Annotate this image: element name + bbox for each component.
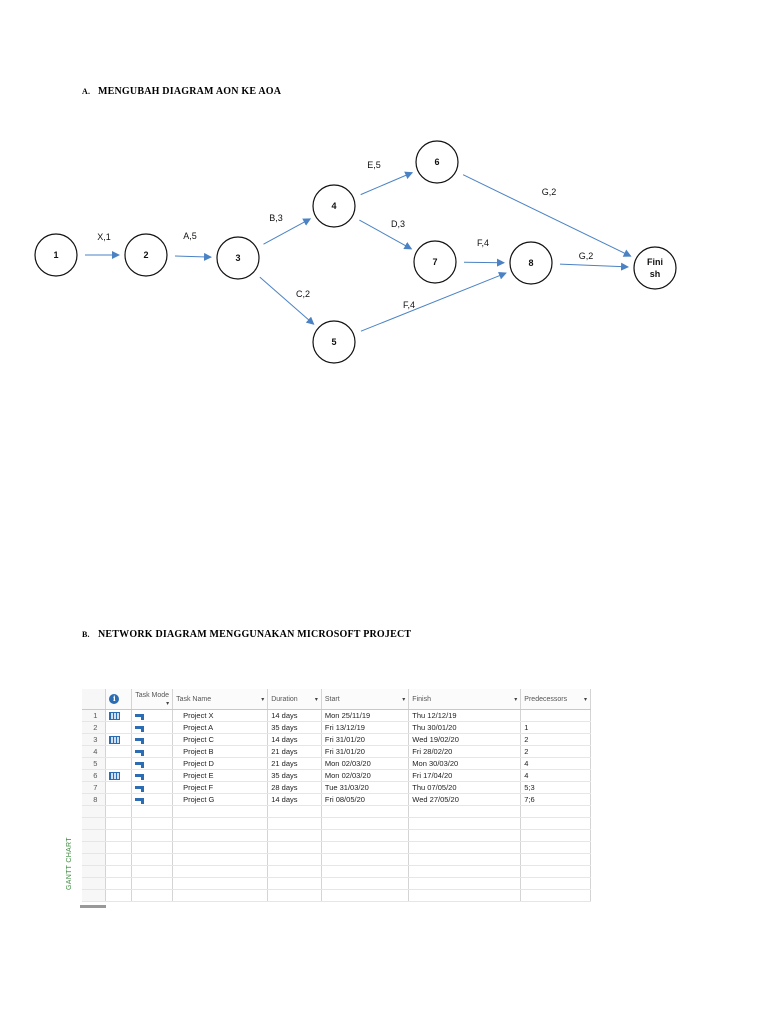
- gantt-chart-view-label[interactable]: GANTT CHART: [66, 837, 73, 891]
- view-bar-indicator: [80, 905, 106, 908]
- indicator-cell[interactable]: [106, 830, 132, 842]
- duration-cell[interactable]: 35 days: [268, 770, 322, 782]
- calendar-icon[interactable]: [109, 736, 120, 744]
- start-cell[interactable]: Mon 02/03/20: [321, 758, 408, 770]
- node-5: [313, 321, 355, 363]
- edge-4-6: [361, 173, 413, 195]
- table-row[interactable]: [82, 734, 591, 746]
- task-name-cell[interactable]: Project G: [173, 794, 268, 806]
- chevron-down-icon[interactable]: ▾: [583, 696, 587, 703]
- finish-cell[interactable]: Thu 30/01/20: [409, 722, 521, 734]
- task-name-cell[interactable]: [173, 866, 268, 878]
- node-label-finish: sh: [649, 269, 661, 279]
- row-number[interactable]: 6: [82, 770, 106, 782]
- table-row[interactable]: [82, 722, 591, 734]
- table-row[interactable]: [82, 758, 591, 770]
- task-name-cell[interactable]: Project X: [173, 710, 268, 722]
- start-cell[interactable]: Fri 13/12/19: [321, 722, 408, 734]
- node-label-2: 2: [143, 250, 149, 260]
- duration-cell[interactable]: [268, 890, 322, 902]
- row-number[interactable]: [82, 842, 106, 854]
- column-header-indicators[interactable]: [106, 689, 132, 710]
- duration-cell[interactable]: [268, 854, 322, 866]
- predecessors-cell[interactable]: [521, 818, 591, 830]
- node-6: [416, 141, 458, 183]
- column-header-finish[interactable]: [409, 689, 521, 710]
- auto-scheduled-task-icon: [135, 797, 145, 804]
- node-label-8: 8: [528, 258, 534, 268]
- indicator-cell[interactable]: [106, 878, 132, 890]
- start-cell[interactable]: Fri 08/05/20: [321, 794, 408, 806]
- row-number[interactable]: 2: [82, 722, 106, 734]
- task-name-label: Task Name: [176, 695, 212, 703]
- node-7: [414, 241, 456, 283]
- finish-cell[interactable]: [409, 878, 521, 890]
- indicator-cell[interactable]: [106, 746, 132, 758]
- table-row[interactable]: [82, 746, 591, 758]
- section-a-letter: A.: [82, 87, 91, 96]
- predecessors-cell[interactable]: [521, 866, 591, 878]
- start-cell[interactable]: [321, 818, 408, 830]
- indicator-cell[interactable]: [106, 722, 132, 734]
- finish-cell[interactable]: [409, 806, 521, 818]
- row-number[interactable]: [82, 830, 106, 842]
- task-name-cell[interactable]: [173, 818, 268, 830]
- indicator-cell[interactable]: [106, 866, 132, 878]
- empty-row[interactable]: [82, 830, 591, 842]
- duration-cell[interactable]: [268, 866, 322, 878]
- empty-row[interactable]: [82, 818, 591, 830]
- select-all-corner[interactable]: [82, 689, 106, 710]
- edge-label-2-3: A,5: [183, 231, 197, 241]
- chevron-down-icon[interactable]: ▾: [402, 696, 406, 703]
- empty-row[interactable]: [82, 878, 591, 890]
- task-mode-cell[interactable]: [132, 782, 173, 794]
- task-mode-cell[interactable]: [132, 710, 173, 722]
- start-cell[interactable]: Mon 02/03/20: [321, 770, 408, 782]
- edge-2-3: [175, 256, 211, 257]
- task-name-cell[interactable]: Project F: [173, 782, 268, 794]
- edge-label-5-8: F,4: [402, 300, 416, 310]
- indicator-cell[interactable]: [106, 794, 132, 806]
- empty-row[interactable]: [82, 866, 591, 878]
- section-a-title: MENGUBAH DIAGRAM AON KE AOA: [98, 86, 282, 97]
- predecessors-cell[interactable]: [521, 806, 591, 818]
- edge-label-6-finish: G,2: [541, 187, 557, 197]
- calendar-icon[interactable]: [109, 772, 120, 780]
- predecessors-cell[interactable]: [521, 710, 591, 722]
- node-label-4: 4: [331, 201, 337, 211]
- duration-cell[interactable]: 35 days: [268, 722, 322, 734]
- edge-3-5: [260, 277, 314, 324]
- auto-scheduled-task-icon: [135, 713, 145, 720]
- task-grid: [82, 689, 591, 902]
- indicator-cell[interactable]: [106, 710, 132, 722]
- predecessors-cell[interactable]: [521, 842, 591, 854]
- task-mode-cell[interactable]: [132, 830, 173, 842]
- row-number[interactable]: [82, 878, 106, 890]
- row-number[interactable]: [82, 866, 106, 878]
- duration-cell[interactable]: [268, 830, 322, 842]
- row-number[interactable]: [82, 890, 106, 902]
- task-name-cell[interactable]: [173, 878, 268, 890]
- predecessors-cell[interactable]: 4: [521, 770, 591, 782]
- finish-cell[interactable]: Wed 19/02/20: [409, 734, 521, 746]
- task-mode-cell[interactable]: [132, 806, 173, 818]
- node-finish: [634, 247, 676, 289]
- task-name-cell[interactable]: [173, 806, 268, 818]
- chevron-down-icon[interactable]: ▾: [261, 696, 265, 703]
- indicator-cell[interactable]: [106, 758, 132, 770]
- start-cell[interactable]: Mon 25/11/19: [321, 710, 408, 722]
- predecessors-cell[interactable]: 1: [521, 722, 591, 734]
- edge-label-3-5: C,2: [295, 289, 311, 299]
- chevron-down-icon[interactable]: ▾: [514, 696, 518, 703]
- section-b-letter: B.: [82, 630, 90, 639]
- start-cell[interactable]: [321, 866, 408, 878]
- finish-cell[interactable]: [409, 890, 521, 902]
- auto-scheduled-task-icon: [135, 737, 145, 744]
- indicator-cell[interactable]: [106, 890, 132, 902]
- node-label-3: 3: [235, 253, 241, 263]
- task-name-cell[interactable]: [173, 890, 268, 902]
- node-label-6: 6: [434, 157, 440, 167]
- node-label-finish: Fini: [647, 257, 663, 267]
- node-4: [313, 185, 355, 227]
- edge-8-finish: [560, 264, 628, 267]
- task-name-cell[interactable]: Project B: [173, 746, 268, 758]
- finish-cell[interactable]: [409, 842, 521, 854]
- duration-cell[interactable]: 14 days: [268, 794, 322, 806]
- column-header-start[interactable]: [321, 689, 408, 710]
- table-row[interactable]: [82, 782, 591, 794]
- column-header-duration[interactable]: [268, 689, 322, 710]
- edge-label-4-7: D,3: [390, 219, 406, 229]
- task-mode-cell[interactable]: [132, 758, 173, 770]
- task-mode-cell[interactable]: [132, 818, 173, 830]
- finish-cell[interactable]: Wed 27/05/20: [409, 794, 521, 806]
- predecessors-label: Predecessors: [524, 695, 568, 703]
- predecessors-cell[interactable]: [521, 890, 591, 902]
- indicator-cell[interactable]: [106, 806, 132, 818]
- start-cell[interactable]: Fri 31/01/20: [321, 746, 408, 758]
- start-cell[interactable]: Fri 31/01/20: [321, 734, 408, 746]
- task-name-cell[interactable]: Project A: [173, 722, 268, 734]
- auto-scheduled-task-icon: [135, 761, 145, 768]
- start-cell[interactable]: [321, 854, 408, 866]
- row-number[interactable]: 1: [82, 710, 106, 722]
- predecessors-cell[interactable]: 2: [521, 734, 591, 746]
- chevron-down-icon[interactable]: ▾: [314, 696, 318, 703]
- row-number[interactable]: 5: [82, 758, 106, 770]
- empty-row[interactable]: [82, 854, 591, 866]
- finish-cell[interactable]: Fri 17/04/20: [409, 770, 521, 782]
- task-mode-cell[interactable]: [132, 854, 173, 866]
- node-1: [35, 234, 77, 276]
- finish-label: Finish: [412, 695, 431, 703]
- aoa-network-diagram: [0, 120, 768, 380]
- duration-label: Duration: [271, 695, 298, 703]
- task-mode-cell[interactable]: [132, 722, 173, 734]
- section-b-heading: [82, 629, 411, 640]
- predecessors-cell[interactable]: [521, 854, 591, 866]
- info-icon: i: [109, 694, 119, 704]
- start-cell[interactable]: [321, 890, 408, 902]
- table-row[interactable]: [82, 710, 591, 722]
- start-label: Start: [324, 695, 340, 703]
- start-cell[interactable]: [321, 842, 408, 854]
- indicator-cell[interactable]: [106, 818, 132, 830]
- node-circle-finish: [634, 247, 676, 289]
- node-label-7: 7: [432, 257, 438, 267]
- empty-row[interactable]: [82, 842, 591, 854]
- edge-label-7-8: F,4: [476, 238, 490, 248]
- section-a-heading: [82, 86, 281, 97]
- duration-cell[interactable]: 28 days: [268, 782, 322, 794]
- predecessors-cell[interactable]: 7;6: [521, 794, 591, 806]
- start-cell[interactable]: [321, 830, 408, 842]
- node-8: [510, 242, 552, 284]
- task-name-cell[interactable]: Project C: [173, 734, 268, 746]
- predecessors-cell[interactable]: [521, 830, 591, 842]
- task-mode-cell[interactable]: [132, 842, 173, 854]
- grid-header-row: [82, 689, 591, 710]
- predecessors-cell[interactable]: [521, 878, 591, 890]
- finish-cell[interactable]: Mon 30/03/20: [409, 758, 521, 770]
- predecessors-cell[interactable]: 5;3: [521, 782, 591, 794]
- column-header-task-name[interactable]: [173, 689, 268, 710]
- indicator-cell[interactable]: [106, 842, 132, 854]
- ms-project-task-table: [66, 689, 591, 910]
- indicator-cell[interactable]: [106, 854, 132, 866]
- section-b-title: NETWORK DIAGRAM MENGGUNAKAN MICROSOFT PROJECT: [98, 629, 412, 640]
- row-number[interactable]: 4: [82, 746, 106, 758]
- edge-label-4-6: E,5: [367, 160, 381, 170]
- auto-scheduled-task-icon: [135, 773, 145, 780]
- predecessors-cell[interactable]: 4: [521, 758, 591, 770]
- duration-cell[interactable]: 21 days: [268, 746, 322, 758]
- auto-scheduled-task-icon: [135, 725, 145, 732]
- column-header-task-mode[interactable]: [132, 689, 173, 710]
- edge-label-1-2: X,1: [97, 232, 111, 242]
- edge-label-8-finish: G,2: [578, 251, 594, 261]
- node-3: [217, 237, 259, 279]
- empty-row[interactable]: [82, 806, 591, 818]
- node-label-1: 1: [53, 250, 59, 260]
- duration-cell[interactable]: 14 days: [268, 734, 322, 746]
- task-mode-cell[interactable]: [132, 770, 173, 782]
- indicator-cell[interactable]: [106, 782, 132, 794]
- row-number[interactable]: 3: [82, 734, 106, 746]
- duration-cell[interactable]: 21 days: [268, 758, 322, 770]
- task-mode-cell[interactable]: [132, 734, 173, 746]
- auto-scheduled-task-icon: [135, 749, 145, 756]
- task-name-cell[interactable]: [173, 854, 268, 866]
- start-cell[interactable]: [321, 806, 408, 818]
- duration-cell[interactable]: 14 days: [268, 710, 322, 722]
- node-label-5: 5: [331, 337, 337, 347]
- finish-cell[interactable]: Thu 07/05/20: [409, 782, 521, 794]
- finish-cell[interactable]: [409, 818, 521, 830]
- finish-cell[interactable]: [409, 866, 521, 878]
- task-mode-label: Task Mode: [135, 691, 170, 699]
- empty-row[interactable]: [82, 890, 591, 902]
- finish-cell[interactable]: Fri 28/02/20: [409, 746, 521, 758]
- predecessors-cell[interactable]: 2: [521, 746, 591, 758]
- start-cell[interactable]: Tue 31/03/20: [321, 782, 408, 794]
- task-mode-cell[interactable]: [132, 866, 173, 878]
- task-mode-cell[interactable]: [132, 878, 173, 890]
- edge-label-3-4: B,3: [269, 213, 283, 223]
- row-number[interactable]: 8: [82, 794, 106, 806]
- row-number[interactable]: [82, 854, 106, 866]
- column-header-predecessors[interactable]: [521, 689, 591, 710]
- finish-cell[interactable]: [409, 854, 521, 866]
- task-name-cell[interactable]: Project D: [173, 758, 268, 770]
- duration-cell[interactable]: [268, 878, 322, 890]
- table-row[interactable]: [82, 770, 591, 782]
- task-name-cell[interactable]: [173, 830, 268, 842]
- task-mode-cell[interactable]: [132, 890, 173, 902]
- node-2: [125, 234, 167, 276]
- task-mode-cell[interactable]: [132, 746, 173, 758]
- row-number[interactable]: [82, 806, 106, 818]
- task-name-cell[interactable]: [173, 842, 268, 854]
- duration-cell[interactable]: [268, 842, 322, 854]
- duration-cell[interactable]: [268, 818, 322, 830]
- row-number[interactable]: [82, 818, 106, 830]
- auto-scheduled-task-icon: [135, 785, 145, 792]
- task-grid-body: [82, 710, 591, 902]
- start-cell[interactable]: [321, 878, 408, 890]
- duration-cell[interactable]: [268, 806, 322, 818]
- indicator-cell[interactable]: [106, 770, 132, 782]
- finish-cell[interactable]: [409, 830, 521, 842]
- row-number[interactable]: 7: [82, 782, 106, 794]
- table-row[interactable]: [82, 794, 591, 806]
- chevron-down-icon[interactable]: ▾: [166, 700, 170, 707]
- task-name-cell[interactable]: Project E: [173, 770, 268, 782]
- calendar-icon[interactable]: [109, 712, 120, 720]
- indicator-cell[interactable]: [106, 734, 132, 746]
- finish-cell[interactable]: Thu 12/12/19: [409, 710, 521, 722]
- task-mode-cell[interactable]: [132, 794, 173, 806]
